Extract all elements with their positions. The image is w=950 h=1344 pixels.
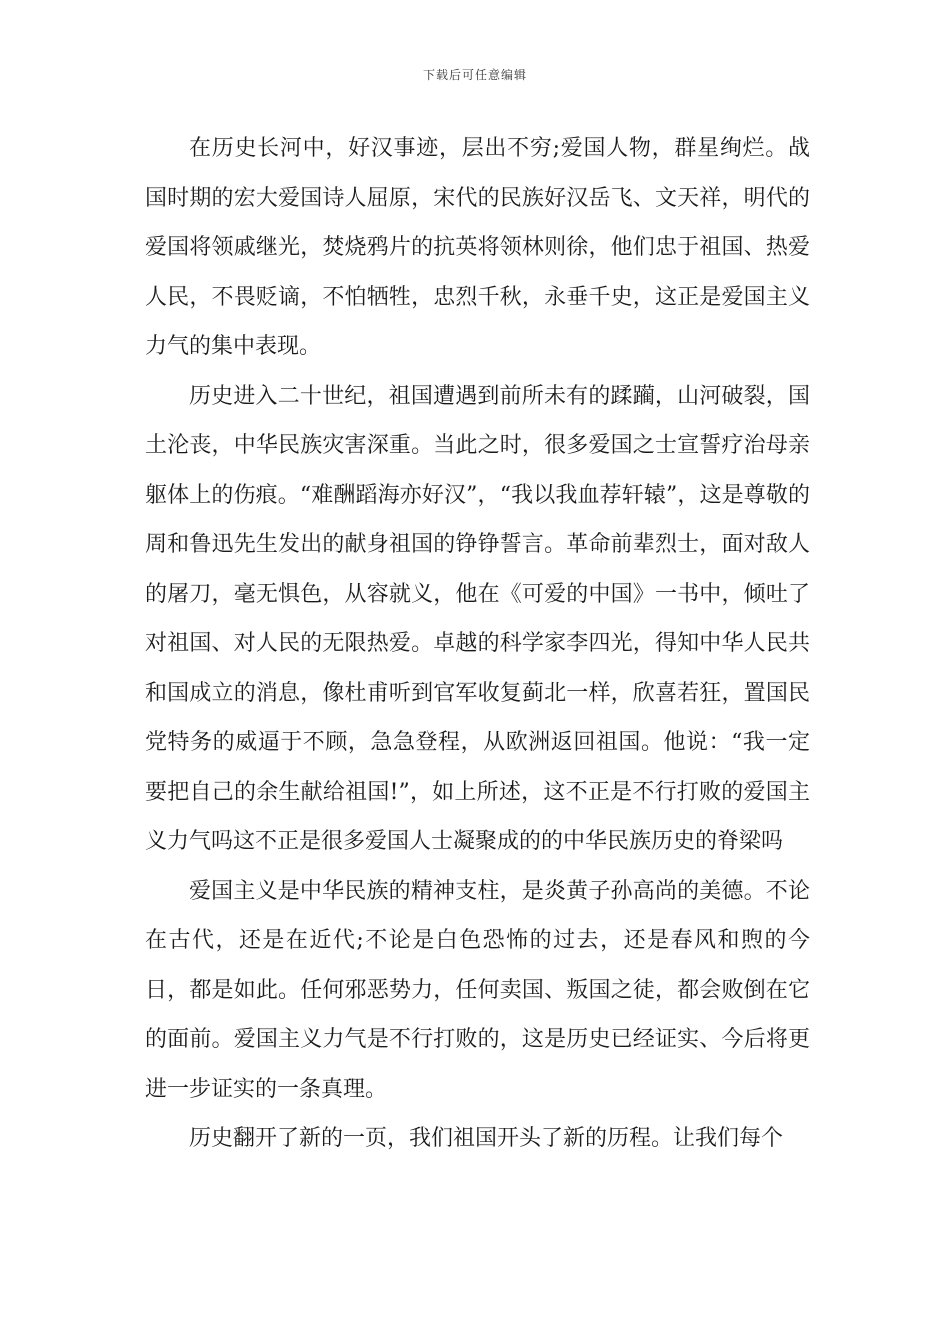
paragraph: 历史翻开了新的一页，我们祖国开头了新的历程。让我们每个 [189, 1126, 784, 1151]
page-header: 下载后可任意编辑 [422, 68, 527, 82]
document-body [145, 124, 810, 1164]
paragraph: 爱国主义是中华民族的精神支柱，是炎黄子孙高尚的美德。不论在古代，还是在近代;不论是白色恐怖的过去，还是春风和煦的今日，都是如此。任何邪恶势力，任何卖国、叛国之徒，都会败倒在它的面前。爱国主义力气是不行打败的，这是历史已经证实、今后将更进一步证实的一条真理。 [145, 878, 810, 1102]
paragraph: 历史进入二十世纪，祖国遭遇到前所未有的蹂躏，山河破裂，国土沦丧，中华民族灾害深重。当此之时，很多爱国之士宣誓疗治母亲躯体上的伤痕。“难酬蹈海亦好汉”，“我以我血荐轩辕”，这是尊敬的周和鲁迅先生发出的献身祖国的铮铮誓言。革命前辈烈士，面对敌人的屠刀，毫无惧色，从容就义，他在《可爱的中国》一书中，倾吐了对祖国、对人民的无限热爱。卓越的科学家李四光，得知中华人民共和国成立的消息，像杜甫听到官军收复蓟北一样，欣喜若狂，置国民党特务的威逼于不顾，急急登程，从欧洲返回祖国。他说：“我一定要把自己的余生献给祖国!”，如上所述，这不正是不行打败的爱国主义力气吗这不正是很多爱国人士凝聚成的的中华民族历史的脊梁吗 [145, 383, 810, 854]
paragraph: 在历史长河中，好汉事迹，层出不穷;爱国人物，群星绚烂。战国时期的宏大爱国诗人屈原，宋代的民族好汉岳飞、文天祥，明代的爱国将领戚继光，焚烧鸦片的抗英将领林则徐，他们忠于祖国、热爱人民，不畏贬谪，不怕牺牲，忠烈千秋，永垂千史，这正是爱国主义力气的集中表现。 [145, 136, 810, 359]
